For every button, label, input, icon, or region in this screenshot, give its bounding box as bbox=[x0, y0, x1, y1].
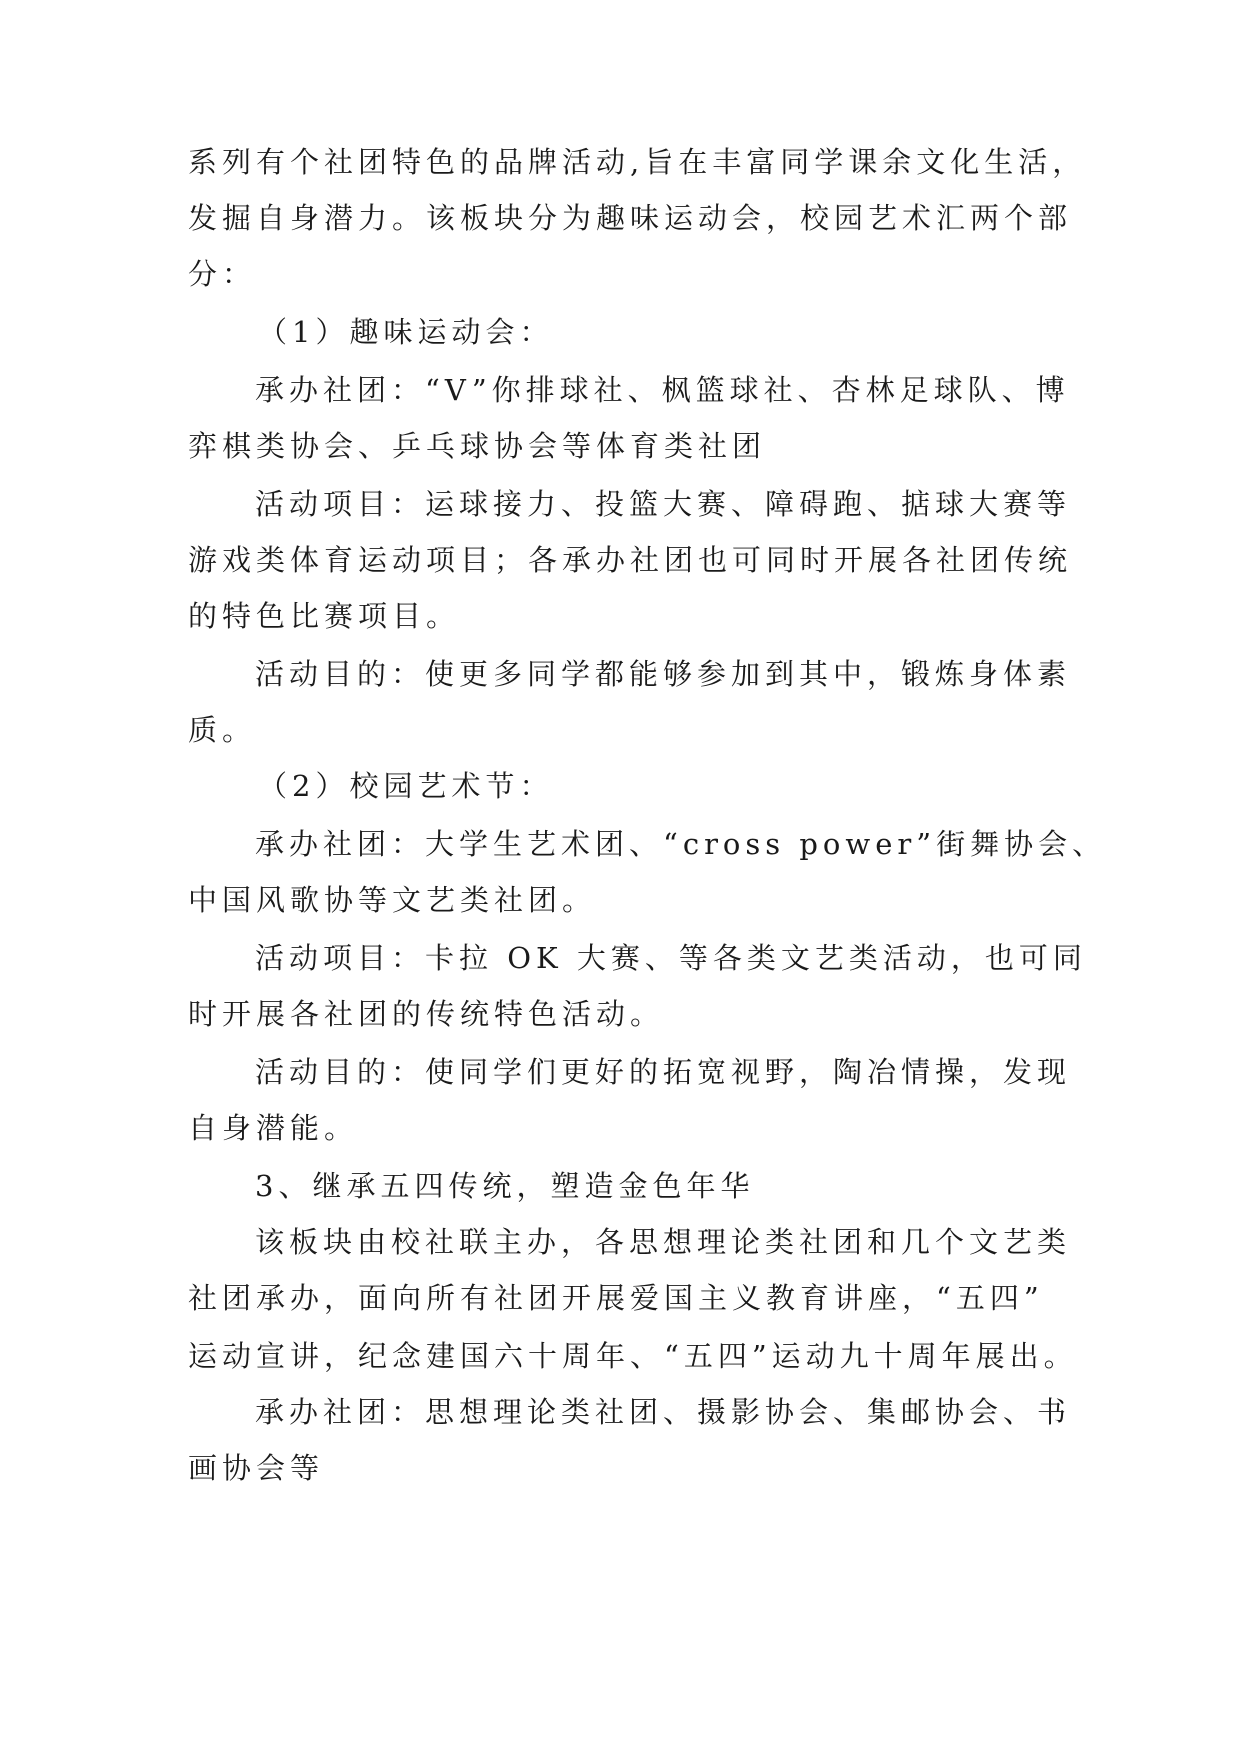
section-heading: （2）校园艺术节： bbox=[258, 769, 554, 803]
paragraph-line: 承办社团：思想理论类社团、摄影协会、集邮协会、书 bbox=[255, 1395, 1072, 1429]
paragraph-line: 游戏类体育运动项目；各承办社团也可同时开展各社团传统 bbox=[188, 543, 1073, 577]
paragraph-line: 画协会等 bbox=[188, 1451, 325, 1485]
paragraph-line: 活动目的：使同学们更好的拓宽视野，陶冶情操，发现 bbox=[255, 1055, 1072, 1089]
section-heading: 3、继承五四传统，塑造金色年华 bbox=[255, 1169, 755, 1203]
paragraph-line: 活动项目：运球接力、投篮大赛、障碍跑、掂球大赛等 bbox=[255, 487, 1072, 521]
paragraph-line: 社团承办，面向所有社团开展爱国主义教育讲座，“五四” bbox=[188, 1281, 1044, 1315]
paragraph-line: 发掘自身潜力。该板块分为趣味运动会，校园艺术汇两个部 bbox=[188, 201, 1073, 235]
paragraph-line: 承办社团：大学生艺术团、“cross power”街舞协会、 bbox=[255, 827, 1107, 861]
section-heading: （1）趣味运动会： bbox=[258, 315, 554, 349]
paragraph-line: 分： bbox=[188, 257, 257, 291]
paragraph-line: 活动目的：使更多同学都能够参加到其中，锻炼身体素 bbox=[255, 657, 1072, 691]
paragraph-line: 运动宣讲，纪念建国六十周年、“五四”运动九十周年展出。 bbox=[188, 1339, 1078, 1373]
paragraph-line: 的特色比赛项目。 bbox=[188, 599, 461, 633]
paragraph-line: 活动项目：卡拉 OK 大赛、等各类文艺类活动，也可同 bbox=[255, 941, 1087, 975]
paragraph-line: 系列有个社团特色的品牌活动,旨在丰富同学课余文化生活， bbox=[188, 145, 1087, 179]
paragraph-line: 弈棋类协会、乒乓球协会等体育类社团 bbox=[188, 429, 767, 463]
paragraph-line: 自身潜能。 bbox=[188, 1111, 359, 1145]
paragraph-line: 质。 bbox=[188, 713, 257, 747]
paragraph-line: 中国风歌协等文艺类社团。 bbox=[188, 883, 597, 917]
paragraph-line: 该板块由校社联主办，各思想理论类社团和几个文艺类 bbox=[255, 1225, 1072, 1259]
paragraph-line: 承办社团：“V”你排球社、枫篮球社、杏林足球队、博 bbox=[255, 373, 1070, 407]
paragraph-line: 时开展各社团的传统特色活动。 bbox=[188, 997, 665, 1031]
